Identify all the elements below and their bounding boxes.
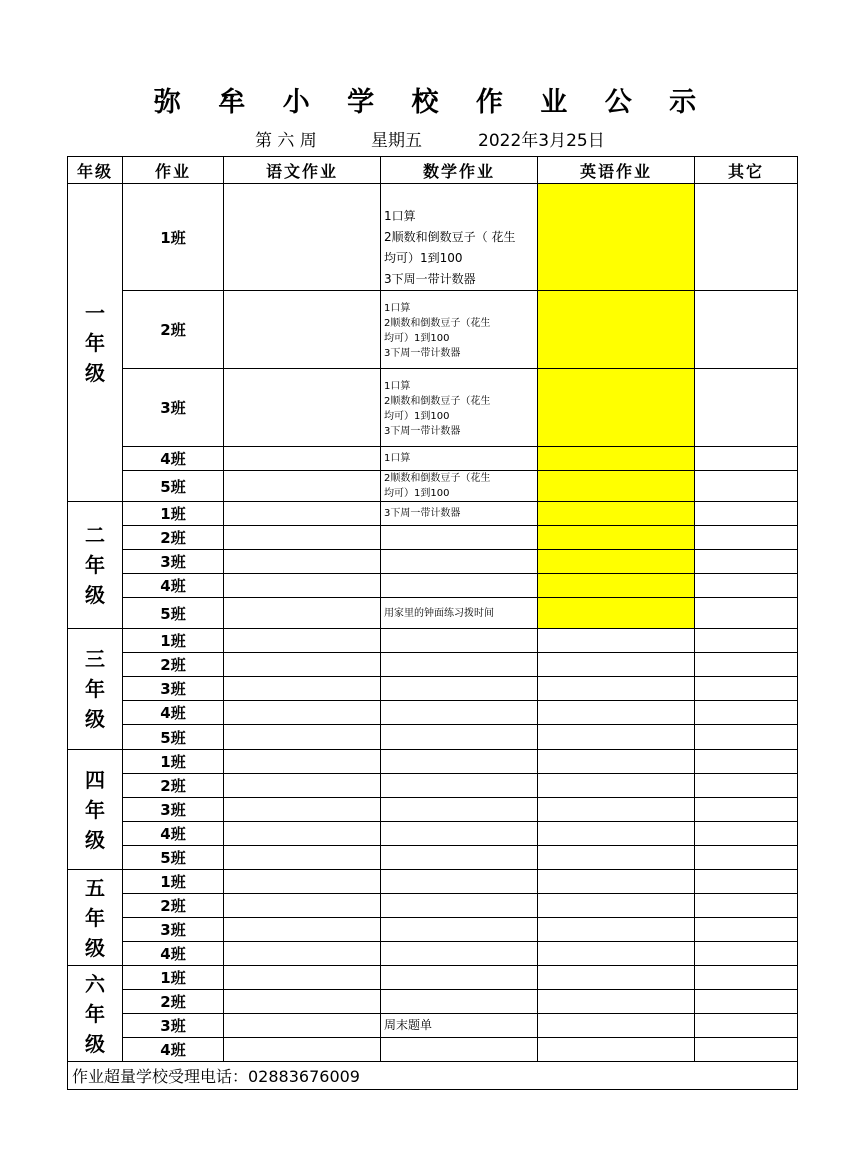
class-label: 5班 [123,598,224,629]
math-cell [381,870,538,894]
chinese-cell [224,598,381,629]
table-row [68,550,798,574]
chinese-cell [224,798,381,822]
header-row [68,157,798,184]
math-cell [381,822,538,846]
header-other: 其它 [695,157,798,184]
math-cell [381,750,538,774]
other-cell [695,966,798,990]
math-homework-line: 2顺数和倒数豆子（花生 [384,396,491,407]
class-label: 5班 [123,725,224,750]
english-cell [538,798,695,822]
chinese-cell [224,918,381,942]
table-row [68,942,798,966]
math-homework-line: 3下周一带计数器 [384,272,476,286]
grade-5-label: 五 年 级 [68,870,123,966]
table-row [68,471,798,502]
other-cell [695,653,798,677]
math-homework-line: 1口算 [384,209,416,223]
other-cell [695,1014,798,1038]
table-row [68,774,798,798]
week-label: 第 六 周 [255,131,317,151]
class-label: 1班 [123,870,224,894]
math-cell [381,725,538,750]
math-cell [381,629,538,653]
table-row [68,369,798,447]
other-cell [695,291,798,369]
english-cell [538,846,695,870]
chinese-cell [224,184,381,291]
chinese-cell [224,653,381,677]
class-label: 3班 [123,369,224,447]
english-cell [538,526,695,550]
class-label: 2班 [123,894,224,918]
table-row [68,574,798,598]
english-cell [538,447,695,471]
math-cell [381,184,538,291]
chinese-cell [224,629,381,653]
english-cell [538,774,695,798]
footer-row [68,1062,798,1090]
math-cell [381,471,538,502]
english-cell [538,550,695,574]
table-row [68,677,798,701]
math-cell: 周末题单 [381,1014,538,1038]
header-grade: 年级 [68,157,123,184]
english-cell [538,629,695,653]
complaint-hotline: 作业超量学校受理电话：02883676009 [68,1062,798,1090]
chinese-cell [224,471,381,502]
class-label: 1班 [123,502,224,526]
table-row [68,966,798,990]
other-cell [695,471,798,502]
class-label: 4班 [123,447,224,471]
english-cell [538,184,695,291]
class-label: 1班 [123,750,224,774]
english-cell [538,942,695,966]
math-cell [381,653,538,677]
math-cell [381,966,538,990]
english-cell [538,750,695,774]
header-english: 英语作业 [538,157,695,184]
class-label: 2班 [123,653,224,677]
grade-1-label: 一 年 级 [68,184,123,502]
english-cell [538,1038,695,1062]
english-cell [538,574,695,598]
header-math: 数学作业 [381,157,538,184]
math-homework-line: 3下周一带计数器 [384,426,461,437]
english-cell [538,471,695,502]
other-cell [695,894,798,918]
grade-2-label: 二 年 级 [68,502,123,629]
english-cell [538,870,695,894]
class-label: 5班 [123,846,224,870]
grade-4-label: 四 年 级 [68,750,123,870]
math-homework-line: 均可）1到100 [384,488,450,499]
math-homework-line: 均可）1到100 [384,333,450,344]
math-homework-line: 1口算 [384,381,411,392]
table-row [68,653,798,677]
chinese-cell [224,942,381,966]
class-label: 1班 [123,629,224,653]
chinese-cell [224,574,381,598]
math-homework-line: 2顺数和倒数豆子（ 花生 [384,230,516,244]
other-cell [695,184,798,291]
class-label: 4班 [123,701,224,725]
chinese-cell [224,870,381,894]
english-cell [538,653,695,677]
class-label: 2班 [123,990,224,1014]
other-cell [695,526,798,550]
other-cell [695,846,798,870]
table-row [68,798,798,822]
class-label: 1班 [123,966,224,990]
chinese-cell [224,526,381,550]
math-cell: 3下周一带计数器 [381,502,538,526]
math-homework-line: 2顺数和倒数豆子（花生 [384,473,491,484]
class-label: 4班 [123,574,224,598]
math-cell [381,942,538,966]
other-cell [695,550,798,574]
chinese-cell [224,750,381,774]
class-label: 2班 [123,291,224,369]
math-homework-line: 3下周一带计数器 [384,348,461,359]
math-homework-line: 均可）1到100 [384,251,463,265]
table-row [68,701,798,725]
class-label: 2班 [123,774,224,798]
math-cell [381,574,538,598]
math-cell [381,894,538,918]
class-label: 4班 [123,942,224,966]
math-cell [381,774,538,798]
math-cell [381,918,538,942]
other-cell [695,750,798,774]
table-row [68,870,798,894]
chinese-cell [224,774,381,798]
math-cell [381,677,538,701]
table-row [68,502,798,526]
chinese-cell [224,894,381,918]
english-cell [538,822,695,846]
chinese-cell [224,725,381,750]
math-cell [381,291,538,369]
table-row [68,1038,798,1062]
class-label: 3班 [123,677,224,701]
english-cell [538,598,695,629]
table-row [68,629,798,653]
math-cell: 1口算 [381,447,538,471]
other-cell [695,918,798,942]
other-cell [695,677,798,701]
chinese-cell [224,502,381,526]
page-title: 弥 牟 小 学 校 作 业 公 示 [153,87,711,118]
math-homework-line: 1口算 [384,303,411,314]
english-cell [538,701,695,725]
other-cell [695,629,798,653]
other-cell [695,942,798,966]
english-cell [538,369,695,447]
other-cell [695,1038,798,1062]
other-cell [695,774,798,798]
table-row [68,291,798,369]
class-label: 3班 [123,798,224,822]
table-row [68,598,798,629]
english-cell [538,894,695,918]
chinese-cell [224,550,381,574]
class-label: 3班 [123,550,224,574]
english-cell [538,990,695,1014]
table-row [68,750,798,774]
math-cell [381,846,538,870]
math-cell [381,369,538,447]
chinese-cell [224,990,381,1014]
table-row [68,447,798,471]
table-row [68,918,798,942]
chinese-cell [224,1014,381,1038]
chinese-cell [224,1038,381,1062]
table-row [68,990,798,1014]
header-chinese: 语文作业 [224,157,381,184]
weekday-label: 星期五 [371,131,422,151]
table-row [68,846,798,870]
table-row [68,1014,798,1038]
other-cell [695,822,798,846]
other-cell [695,598,798,629]
english-cell [538,677,695,701]
math-cell: 用家里的钟面练习拨时间 [381,598,538,629]
grade-6-label: 六 年 级 [68,966,123,1062]
other-cell [695,990,798,1014]
chinese-cell [224,822,381,846]
math-homework-line: 2顺数和倒数豆子（花生 [384,318,491,329]
table-row [68,526,798,550]
english-cell [538,918,695,942]
other-cell [695,870,798,894]
english-cell [538,725,695,750]
chinese-cell [224,369,381,447]
class-label: 1班 [123,184,224,291]
other-cell [695,701,798,725]
math-cell [381,701,538,725]
english-cell [538,291,695,369]
class-label: 4班 [123,1038,224,1062]
other-cell [695,725,798,750]
chinese-cell [224,677,381,701]
grade-3-label: 三 年 级 [68,629,123,750]
math-cell [381,526,538,550]
date-label: 2022年3月25日 [478,131,605,151]
class-label: 5班 [123,471,224,502]
english-cell [538,966,695,990]
other-cell [695,447,798,471]
homework-table [67,156,798,1090]
math-cell [381,1038,538,1062]
chinese-cell [224,291,381,369]
table-row [68,725,798,750]
chinese-cell [224,966,381,990]
table-row [68,184,798,291]
other-cell [695,502,798,526]
english-cell [538,502,695,526]
chinese-cell [224,701,381,725]
class-label: 4班 [123,822,224,846]
class-label: 3班 [123,1014,224,1038]
math-cell [381,990,538,1014]
math-cell [381,550,538,574]
table-row [68,894,798,918]
math-homework-line: 均可）1到100 [384,411,450,422]
other-cell [695,574,798,598]
chinese-cell [224,447,381,471]
other-cell [695,369,798,447]
table-row [68,822,798,846]
class-label: 2班 [123,526,224,550]
class-label: 3班 [123,918,224,942]
chinese-cell [224,846,381,870]
header-homework: 作业 [123,157,224,184]
english-cell [538,1014,695,1038]
other-cell [695,798,798,822]
math-cell [381,798,538,822]
